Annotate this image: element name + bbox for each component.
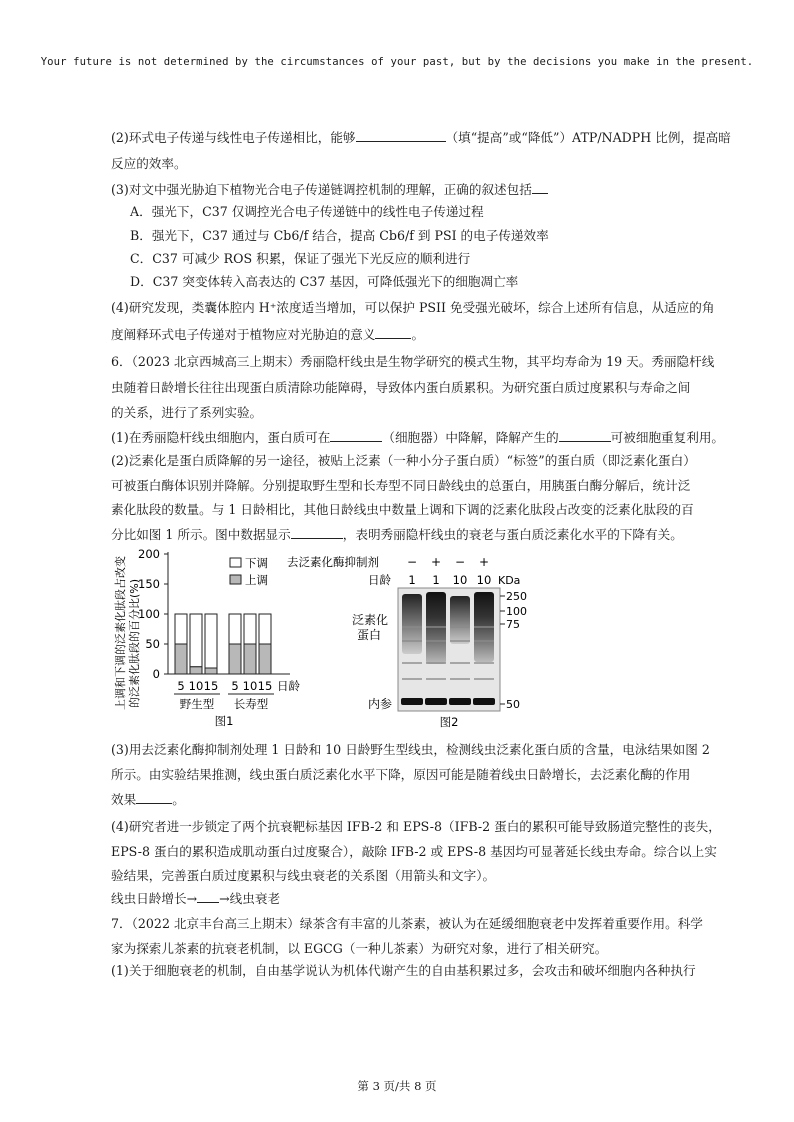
text-segment: 虫随着日龄增长往往出现蛋白质清除功能障碍，导致体内蛋白质累积。为研究蛋白质过度累积与寿命之间 (111, 380, 691, 395)
kda-label: KDa (498, 574, 521, 587)
text-segment: A．强光下，C37 仅调控光合电子传递链中的线性电子传递过程 (130, 204, 484, 219)
text-line (111, 501, 694, 519)
lane-day: 1 (432, 573, 440, 587)
text-line (111, 818, 721, 836)
text-segment: (3)对文中强光胁迫下植物光合电子传递链调控机制的理解，正确的叙述包括 (111, 182, 532, 197)
loading-control-band (449, 698, 471, 705)
faint-band (450, 678, 470, 680)
faint-band (450, 640, 470, 642)
text-segment: 6．（2023 北京西城高三上期末）秀丽隐杆线虫是生物学研究的模式生物，其平均寿命为 19 天。秀丽隐杆线 (111, 354, 715, 369)
answer-blank[interactable] (356, 128, 446, 142)
figure-2-western-blot (287, 550, 590, 750)
text-segment: (2)环式电子传递与线性电子传递相比，能够 (111, 130, 356, 145)
text-segment: →线虫衰老 (219, 891, 281, 906)
text-segment: 。 (411, 327, 425, 342)
lane-day: 10 (452, 573, 468, 587)
answer-blank[interactable] (559, 428, 611, 442)
text-segment: B．强光下，C37 通过与 Cb6/f 结合，提高 Cb6/f 到 PSI 的电子传递效率 (130, 228, 549, 243)
text-line (111, 940, 607, 958)
inhibitor-sign: + (478, 555, 490, 569)
inhibitor-sign: − (454, 555, 466, 569)
text-segment: 反应的效率。 (111, 156, 187, 171)
faint-band (474, 626, 494, 628)
loading-control-band (473, 698, 495, 705)
figure-1-caption: 图1 (214, 714, 234, 728)
legend-down-label: 下调 (245, 556, 268, 570)
faint-band (402, 626, 422, 628)
bar-up (205, 668, 217, 674)
loading-control-band (401, 698, 423, 705)
inhibitor-sign: + (430, 555, 442, 569)
text-segment: D．C37 突变体转入高表达的 C37 基因，可降低强光下的细胞凋亡率 (130, 274, 519, 289)
bar-down (205, 614, 217, 668)
lane-day: 10 (476, 573, 492, 587)
loading-control-label: 内参 (368, 697, 393, 711)
text-line (111, 353, 714, 371)
text-segment: 可被细胞重复利用。 (610, 430, 724, 445)
text-segment: 所示。由实验结果推测，线虫蛋白质泛素化水平下降，原因可能是随着线虫日龄增长，去泛素化酶的作用 (111, 767, 691, 782)
answer-blank[interactable] (375, 325, 411, 339)
faint-band (474, 678, 494, 680)
y-tick-label: 200 (138, 547, 160, 561)
y-tick-label: 0 (152, 667, 160, 681)
faint-band (402, 640, 422, 642)
faint-band (426, 640, 446, 642)
group-label-wild: 野生型 (179, 697, 215, 711)
bar-up (190, 667, 202, 674)
text-segment: (4)研究者进一步锁定了两个抗衰靶标基因 IFB-2 和 EPS-8（IFB-2 蛋白的累积可能导致肠道完整性的丧失， (111, 819, 721, 834)
text-segment: 线虫日龄增长→ (111, 891, 198, 906)
text-line (111, 299, 714, 317)
text-line (111, 889, 280, 908)
text-segment: 效果 (111, 792, 137, 807)
text-segment: 验结果，完善蛋白质过度累积与线虫衰老的关系图（用箭头和文字）。 (111, 868, 496, 883)
ubiquitinated-label-1: 泛素化 (352, 613, 389, 627)
text-segment: 7．（2022 北京丰台高三上期末）绿茶含有丰富的儿茶素，被认为在延缓细胞衰老中发挥着重要作用。科学 (111, 916, 703, 931)
answer-blank[interactable] (291, 525, 343, 539)
bar-up (175, 644, 187, 674)
text-segment: 分比如图 1 所示。图中数据显示 (111, 527, 291, 542)
figure-1-chart (108, 540, 318, 740)
header-quote: Your future is not determined by the circumstances of your past, but by the decisions you make in the present. (40, 56, 754, 68)
day-label: 15 (257, 679, 273, 693)
text-line (111, 867, 495, 885)
bar-down (190, 614, 202, 667)
figure-1-bars (175, 614, 271, 674)
text-segment: 素化肽段的数量。与 1 日龄相比，其他日龄线虫中数量上调和下调的泛素化肽段占改变的泛素化肽段的百 (111, 502, 694, 517)
marker-75: 75 (506, 618, 520, 631)
bar-down (229, 614, 241, 644)
text-segment: (1)关于细胞衰老的机制，自由基学说认为机体代谢产生的自由基积累过多，会攻击和破坏细胞内各种执行 (111, 963, 696, 978)
text-line (111, 766, 690, 784)
bar-up (259, 644, 271, 674)
y-tick-label: 150 (138, 577, 160, 591)
bar-up (244, 644, 256, 674)
marker-250: 250 (506, 590, 527, 603)
day-label: 5 (177, 679, 185, 693)
text-segment: (3)用去泛素化酶抑制剂处理 1 日龄和 10 日龄野生型线虫，检测线虫泛素化蛋白质的含量，电泳结果如图 2 (111, 742, 710, 757)
faint-band (426, 678, 446, 680)
lane-day: 1 (408, 573, 416, 587)
figure-1-ylabel-line1: 上调和下调的泛素化肽段占改变 (114, 556, 127, 710)
figure-1-ylabel-line2: 的泛素化肽段的百分比(%) (128, 578, 141, 708)
faint-band (450, 662, 470, 664)
option-line (130, 203, 484, 221)
figure-1-x-unit: 日龄 (277, 679, 300, 693)
text-line (111, 452, 696, 470)
text-line (111, 155, 187, 173)
text-segment: 家为探索儿茶素的抗衰老机制，以 EGCG（一种儿茶素）为研究对象，进行了相关研究。 (111, 941, 608, 956)
text-line (111, 128, 731, 147)
answer-blank[interactable] (532, 180, 548, 194)
faint-band (426, 626, 446, 628)
answer-blank[interactable] (136, 790, 172, 804)
figure-1-ylabel (113, 556, 141, 710)
answer-blank[interactable] (330, 428, 382, 442)
bar-down (259, 614, 271, 644)
legend-up-swatch (230, 575, 241, 584)
inhibitor-sign: − (406, 555, 418, 569)
figure-1-y-ticks (138, 547, 168, 681)
figure-1-day-labels (177, 679, 272, 693)
ubiquitin-smear (450, 596, 470, 644)
text-segment: EPS-8 蛋白的累积造成肌动蛋白过度聚合），敲除 IFB-2 或 EPS-8 基因均可显著延长线虫寿命。综合以上实 (111, 844, 717, 859)
text-line (111, 379, 690, 397)
text-line (111, 404, 262, 422)
text-segment: (4)研究发现，类囊体腔内 H⁺浓度适当增加，可以保护 PSII 免受强光破坏，综合上述所有信息，从适应的角 (111, 300, 715, 315)
page-footer: 第 3 页/共 8 页 (357, 1079, 437, 1093)
text-segment: C．C37 可减少 ROS 积累，保证了强光下光反应的顺利进行 (130, 251, 471, 266)
marker-100: 100 (506, 605, 527, 618)
text-line (111, 962, 696, 980)
faint-band (450, 626, 470, 628)
bar-down (244, 614, 256, 644)
text-line (111, 477, 690, 495)
y-tick-label: 100 (138, 607, 160, 621)
ubiquitinated-label-2: 蛋白 (357, 628, 382, 642)
day-label: 15 (203, 679, 219, 693)
text-segment: 。 (172, 792, 185, 807)
text-segment: （填“提高”或“降低”）ATP/NADPH 比例，提高暗 (445, 130, 731, 145)
day-row-label: 日龄 (368, 573, 391, 587)
day-label: 5 (231, 679, 239, 693)
faint-band (474, 662, 494, 664)
answer-blank[interactable] (197, 889, 219, 903)
day-label: 10 (188, 679, 204, 693)
legend-up-label: 上调 (245, 573, 268, 587)
text-line (111, 915, 703, 933)
bar-down (175, 614, 187, 644)
text-line (111, 843, 717, 861)
option-line (130, 273, 518, 291)
text-line (111, 325, 424, 344)
faint-band (426, 662, 446, 664)
ubiquitin-smear (402, 594, 422, 654)
bar-up (229, 644, 241, 674)
text-segment: 度阐释环式电子传递对于植物应对光胁迫的意义 (111, 327, 376, 342)
inhibitor-signs (407, 555, 489, 569)
option-line (130, 227, 549, 245)
text-line (111, 180, 548, 199)
option-line (130, 250, 470, 268)
text-segment: 的关系，进行了系列实验。 (111, 405, 263, 420)
faint-band (402, 678, 422, 680)
group-label-long: 长寿型 (233, 697, 269, 711)
day-label: 10 (242, 679, 258, 693)
text-segment: (1)在秀丽隐杆线虫细胞内，蛋白质可在 (111, 430, 331, 445)
loading-control-band (425, 698, 447, 705)
text-line (111, 428, 724, 447)
text-line (111, 790, 185, 809)
y-tick-label: 50 (145, 637, 160, 651)
text-segment: (2)泛素化是蛋白质降解的另一途径，被贴上泛素（一种小分子蛋白质）“标签”的蛋白质（即泛素化蛋白） (111, 453, 696, 468)
text-segment: 可被蛋白酶体识别并降解。分别提取野生型和长寿型不同日龄线虫的总蛋白，用胰蛋白酶分解后，统计泛 (111, 478, 691, 493)
text-segment: （细胞器）中降解，降解产生的 (382, 430, 559, 445)
faint-band (402, 662, 422, 664)
figure-2-caption: 图2 (439, 715, 459, 729)
legend-down-swatch (230, 558, 241, 567)
text-segment: ，表明秀丽隐杆线虫的衰老与蛋白质泛素化水平的下降有关。 (342, 527, 683, 542)
faint-band (474, 640, 494, 642)
marker-50: 50 (506, 698, 520, 711)
day-values (408, 573, 491, 587)
inhibitor-row-label: 去泛素化酶抑制剂 (287, 555, 379, 569)
